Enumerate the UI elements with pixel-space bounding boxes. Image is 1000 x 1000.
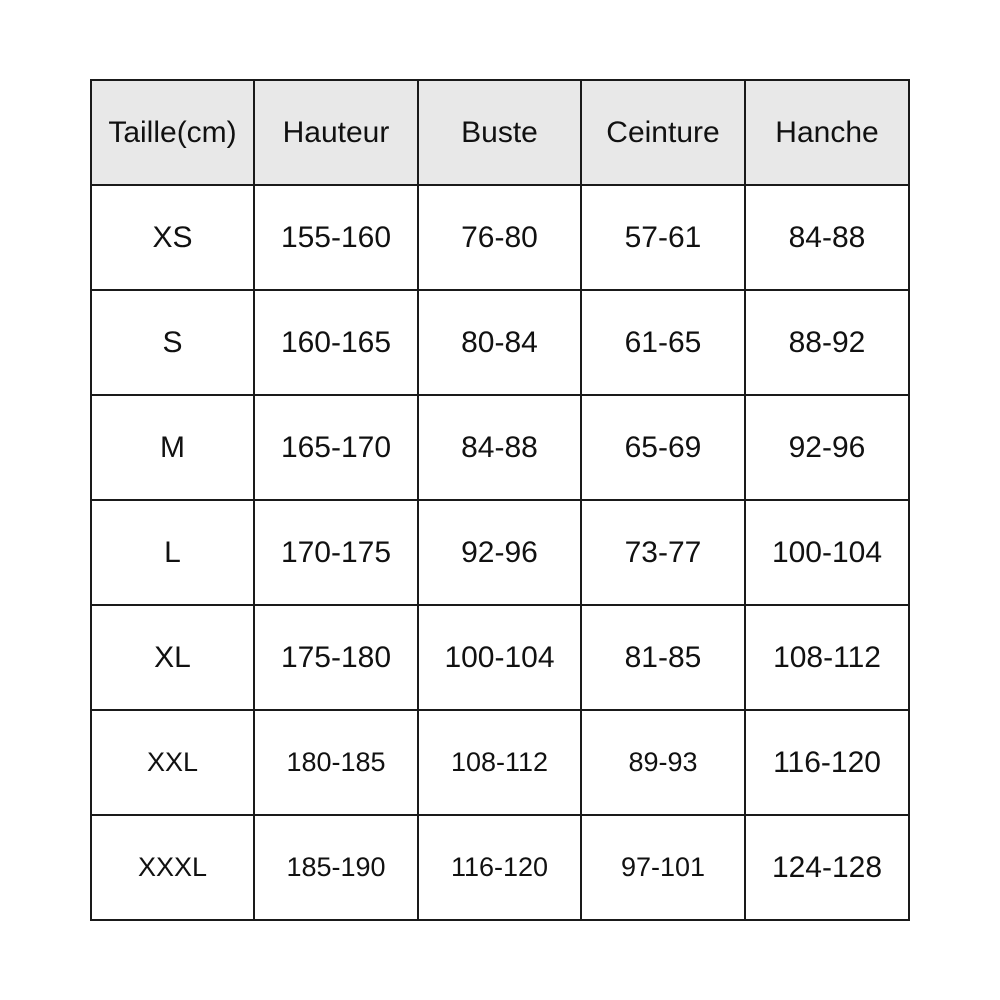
table-row [91,815,909,920]
cell-bust: 76-80 [418,185,581,290]
cell-bust: 116-120 [418,815,581,920]
cell-waist: 81-85 [581,605,745,710]
table-row [91,500,909,605]
size-chart-table [90,79,910,921]
cell-hip: 116-120 [745,710,909,815]
cell-waist: 89-93 [581,710,745,815]
cell-size: L [91,500,254,605]
cell-bust: 100-104 [418,605,581,710]
cell-size: XL [91,605,254,710]
cell-size: XXXL [91,815,254,920]
table-header [91,80,909,185]
cell-bust: 80-84 [418,290,581,395]
table-row [91,605,909,710]
cell-height: 180-185 [254,710,418,815]
cell-height: 175-180 [254,605,418,710]
cell-size: XXL [91,710,254,815]
cell-hip: 92-96 [745,395,909,500]
cell-height: 185-190 [254,815,418,920]
cell-bust: 84-88 [418,395,581,500]
header-height: Hauteur [254,80,418,185]
cell-hip: 84-88 [745,185,909,290]
table-row [91,710,909,815]
table-row [91,185,909,290]
table-row [91,290,909,395]
header-row [91,80,909,185]
cell-size: M [91,395,254,500]
cell-hip: 100-104 [745,500,909,605]
cell-height: 155-160 [254,185,418,290]
cell-waist: 61-65 [581,290,745,395]
cell-waist: 65-69 [581,395,745,500]
cell-height: 160-165 [254,290,418,395]
header-hip: Hanche [745,80,909,185]
header-waist: Ceinture [581,80,745,185]
cell-bust: 108-112 [418,710,581,815]
cell-size: XS [91,185,254,290]
cell-waist: 57-61 [581,185,745,290]
cell-size: S [91,290,254,395]
cell-hip: 108-112 [745,605,909,710]
cell-bust: 92-96 [418,500,581,605]
cell-hip: 88-92 [745,290,909,395]
cell-waist: 73-77 [581,500,745,605]
cell-height: 165-170 [254,395,418,500]
table-row [91,395,909,500]
header-bust: Buste [418,80,581,185]
cell-waist: 97-101 [581,815,745,920]
cell-hip: 124-128 [745,815,909,920]
table-body [91,185,909,920]
cell-height: 170-175 [254,500,418,605]
header-size: Taille(cm) [91,80,254,185]
